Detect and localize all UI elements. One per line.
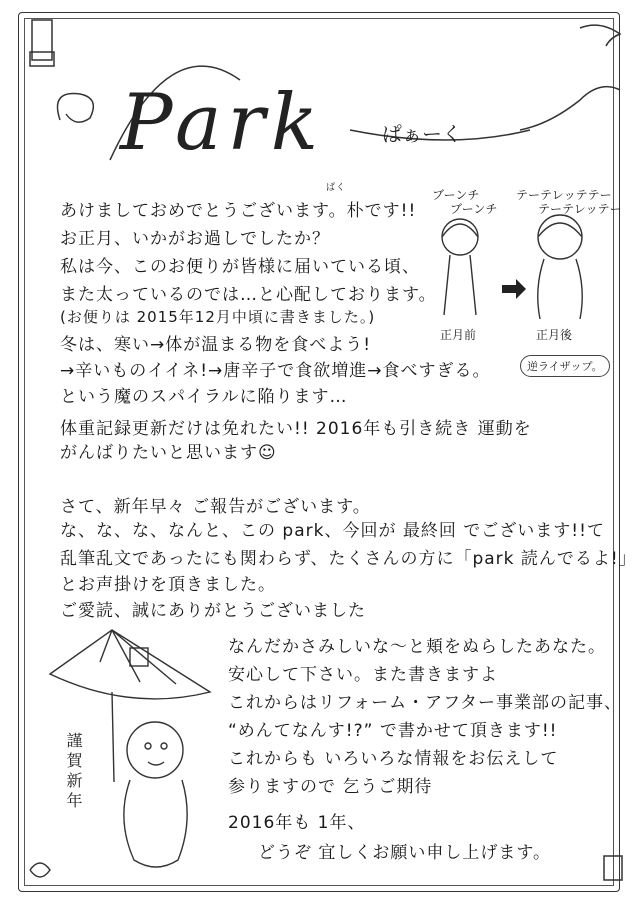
report-line: ご愛読、誠にありがとうございました (60, 601, 366, 621)
intro-line: 私は今、このお便りが皆様に届いている頃、 (60, 257, 420, 277)
closing-line: これからはリフォーム・アフター事業部の記事、 (228, 693, 622, 713)
sound-effect: テーテレッテテー (516, 188, 612, 202)
intro-line: という魔のスパイラルに陥ります… (60, 387, 348, 407)
newsletter-title: Park (120, 78, 325, 168)
report-line: な、な、な、なんと、この park、今回が 最終回 でございます!!て (60, 521, 605, 541)
title-reading: ぱぁーく (382, 122, 462, 146)
intro-line: お正月、いかがお過しでしたか？ (60, 229, 330, 249)
report-line: さて、新年早々 ご報告がございます。 (60, 497, 371, 517)
sound-effect: ブーンチ (450, 202, 498, 216)
closing-line: 安心して下さい。また書きますよ (228, 665, 498, 685)
sound-effect: テーテレッテー (538, 202, 622, 216)
intro-line: あけましておめでとうございます。朴です!! (60, 201, 417, 221)
report-line: 乱筆乱文であったにも関わらず、たくさんの方に「park 読んでるよ!」 (60, 549, 637, 569)
reverse-rizap-note: 逆ライザップ。 (520, 355, 610, 377)
label-before: 正月前 (440, 328, 477, 342)
intro-line: また太っているのでは…と心配しております。 (60, 285, 437, 305)
author-furigana: ぱく (326, 183, 347, 193)
intro-line: →辛いものイイネ!→唐辛子で食欲増進→食べすぎる。 (60, 361, 491, 381)
report-line: とお声掛けを頂きました。 (60, 575, 276, 595)
greeting-vertical: 謹賀新年 (64, 732, 83, 812)
intro-line: (お便りは 2015年12月中頃に書きました。) (60, 308, 376, 326)
label-after: 正月後 (536, 328, 573, 342)
closing-line: “めんてなんす!?” で書かせて頂きます!! (228, 721, 558, 741)
closing-line: 2016年も 1年、 (228, 813, 366, 833)
intro-line: 体重記録更新だけは免れたい!! 2016年も引き続き 運動を (60, 419, 532, 439)
sound-effect: ブーンチ (432, 188, 480, 202)
intro-line: がんばりたいと思います☺ (60, 443, 277, 463)
closing-line: 参りますので 乞うご期待 (228, 777, 433, 797)
closing-line: これからも いろいろな情報をお伝えして (228, 749, 559, 769)
intro-line: 冬は、寒い→体が温まる物を食べよう! (60, 335, 372, 355)
before-after-illustration (420, 195, 620, 345)
closing-line: どうぞ 宜しくお願い申し上げます。 (258, 843, 552, 863)
closing-line: なんだかさみしいな〜と頬をぬらしたあなた。 (228, 637, 606, 657)
